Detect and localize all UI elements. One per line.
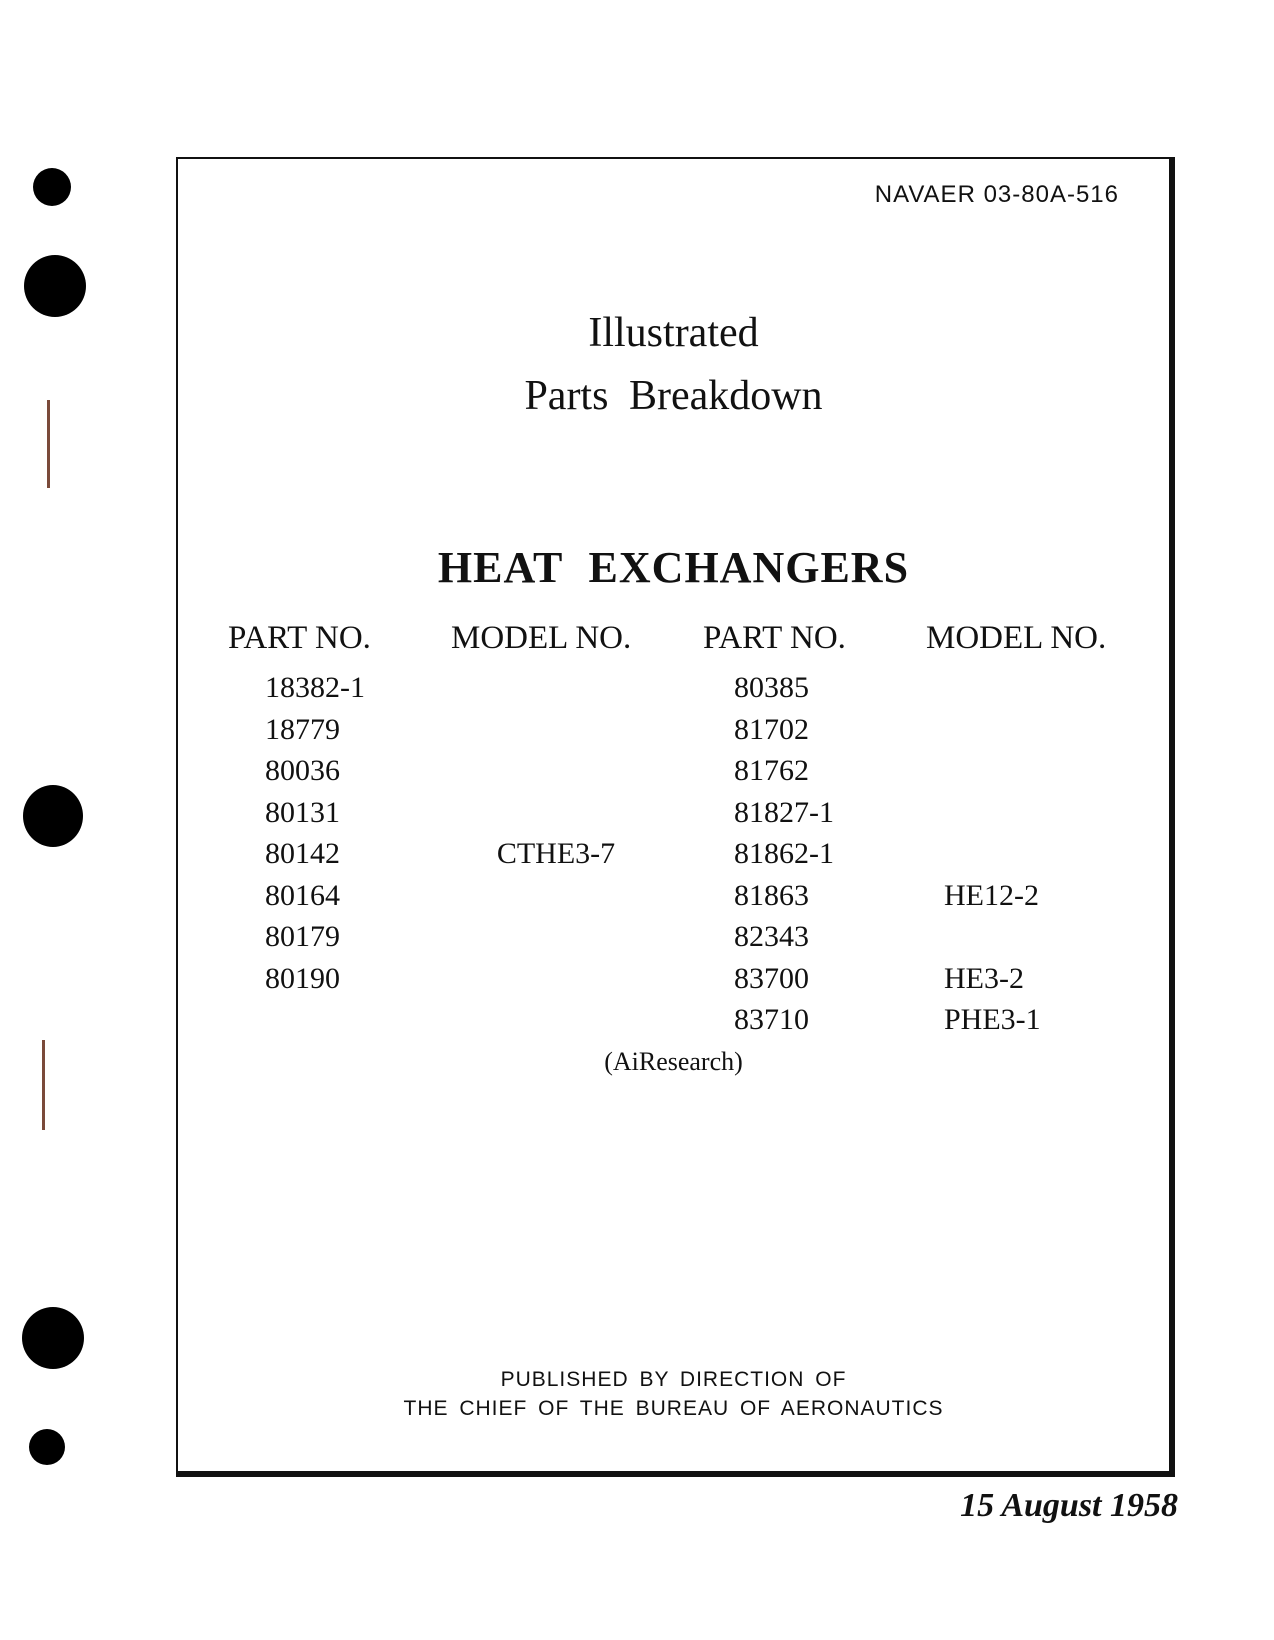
model-number [451, 667, 661, 709]
margin-mark [42, 1040, 45, 1130]
title-line-2: Parts Breakdown [524, 373, 823, 419]
part-number: 83710 [734, 1003, 809, 1036]
part-number: 80164 [265, 878, 340, 912]
left-model-header: MODEL NO. [451, 620, 632, 656]
part-number: 18779 [265, 712, 340, 746]
part-number: 18382-1 [265, 671, 365, 704]
right-model-header: MODEL NO. [926, 620, 1107, 656]
binder-hole [23, 785, 83, 847]
section-heading: HEAT EXCHANGERS [437, 543, 910, 592]
part-number: 83700 [734, 961, 809, 995]
left-part-list [265, 667, 365, 999]
manufacturer-note: (AiResearch) [604, 1047, 743, 1076]
model-number [944, 667, 1041, 709]
margin-mark [47, 400, 50, 488]
part-number: 80190 [265, 961, 340, 995]
model-number [451, 792, 661, 834]
model-number [451, 958, 661, 1000]
binder-hole [22, 1307, 84, 1369]
model-number [944, 833, 1041, 875]
published-line-1: PUBLISHED BY DIRECTION OF [500, 1368, 847, 1391]
binder-hole [33, 168, 71, 206]
binder-hole [29, 1429, 65, 1465]
binder-hole [24, 255, 86, 317]
publication-date: 15 August 1958 [960, 1487, 1178, 1524]
model-number: CTHE3-7 [496, 837, 616, 870]
model-number: HE12-2 [944, 878, 1039, 912]
model-number [451, 750, 661, 792]
part-number: 82343 [734, 920, 809, 953]
cover-frame [176, 157, 1175, 1477]
model-number: PHE3-1 [944, 1003, 1041, 1036]
model-number [944, 709, 1041, 751]
part-number: 81827-1 [734, 795, 834, 829]
part-number: 80142 [265, 837, 340, 870]
left-part-header: PART NO. [228, 620, 371, 656]
right-part-header: PART NO. [703, 620, 846, 656]
model-number [944, 750, 1041, 792]
model-number [451, 875, 661, 917]
published-line-2: THE CHIEF OF THE BUREAU OF AERONAUTICS [403, 1397, 944, 1420]
part-number: 81862-1 [734, 837, 834, 870]
part-number: 81702 [734, 712, 809, 746]
model-number [944, 792, 1041, 834]
part-number: 80036 [265, 754, 340, 787]
left-model-list [451, 667, 661, 999]
part-number: 80385 [734, 671, 809, 704]
model-number: HE3-2 [944, 961, 1024, 995]
part-number: 80179 [265, 920, 340, 953]
right-part-list [734, 667, 834, 1041]
model-number [451, 916, 661, 958]
right-model-list [944, 667, 1041, 1041]
part-number: 81762 [734, 754, 809, 787]
document-number: NAVAER 03-80A-516 [874, 181, 1119, 208]
part-number: 80131 [265, 795, 340, 829]
part-number: 81863 [734, 878, 809, 912]
model-number [944, 916, 1041, 958]
model-number [451, 709, 661, 751]
title-line-1: Illustrated [588, 310, 759, 356]
